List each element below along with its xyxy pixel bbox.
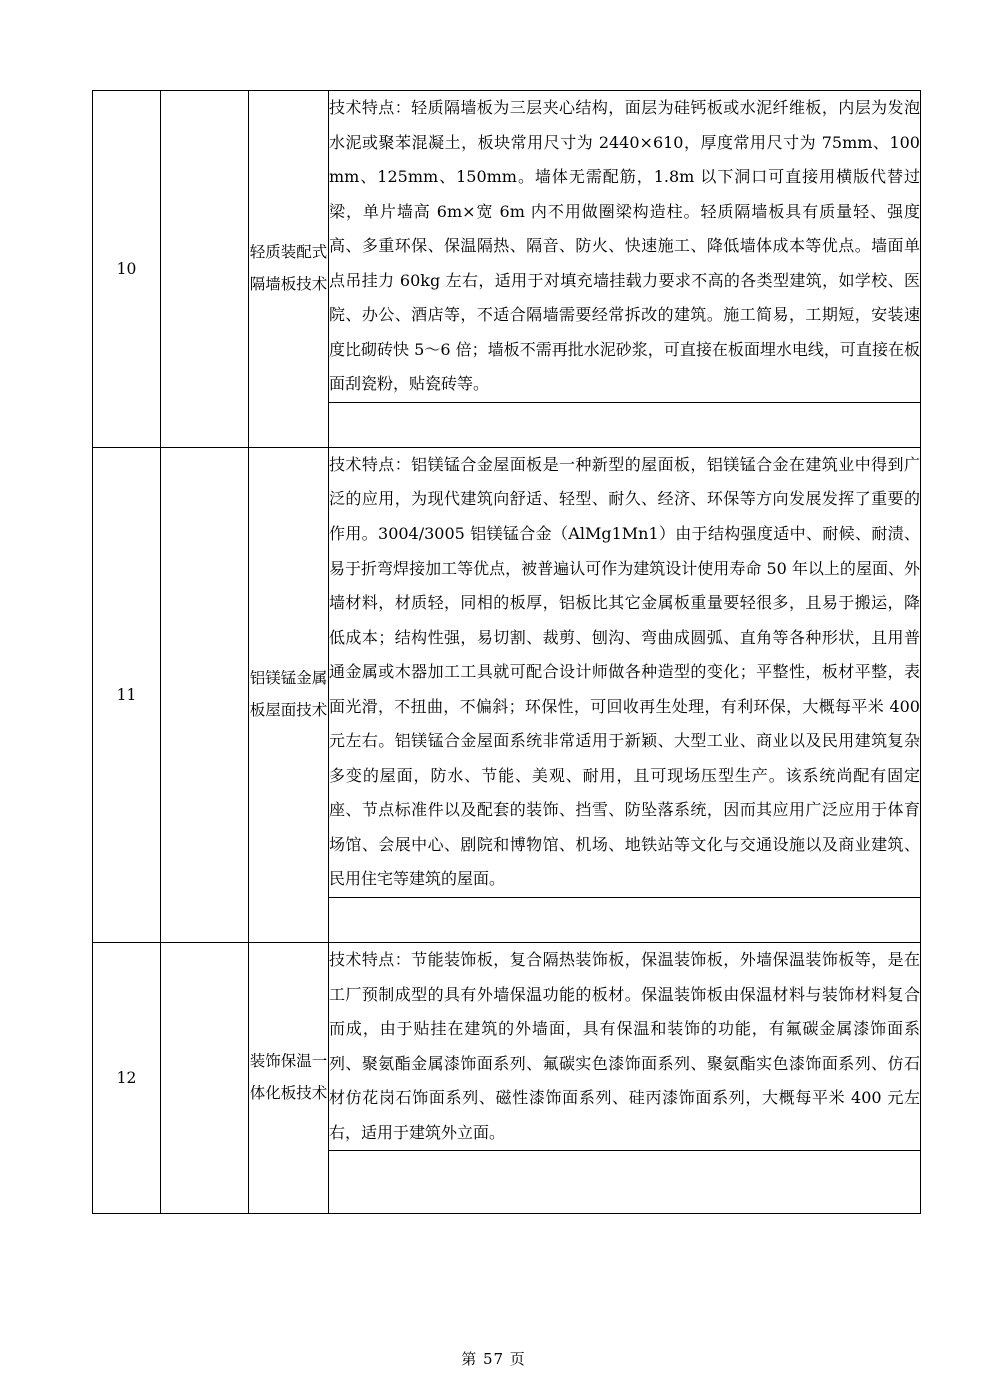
table-row	[93, 943, 921, 1151]
row-number-cell: 11	[93, 447, 161, 942]
row-blank-cell	[161, 447, 249, 942]
row-blank-cell	[161, 943, 249, 1214]
technology-name-cell: 铝镁锰金属板屋面技术	[249, 447, 329, 942]
table-row	[93, 91, 921, 403]
row-blank-cell	[161, 91, 249, 448]
technology-description-extra-cell	[329, 402, 921, 447]
technology-description-cell: 技术特点：铝镁锰合金屋面板是一种新型的屋面板，铝镁锰合金在建筑业中得到广泛的应用，为现代建筑向舒适、轻型、耐久、经济、环保等方向发展发挥了重要的作用。3004/3005 铝镁锰合金（AlMg1Mn1）由于结构强度适中、耐候、耐渍、易于折弯焊接加工等优点，被普遍认可作为建筑设计使用寿命 50 年以上的屋面、外墙材料，材质轻，同相的板厚，铝板比其它金属板重量要轻很多，且易于搬运，降低成本；结构性强，易切割、裁剪、刨沟、弯曲成圆弧、直角等各种形状，且用普通金属或木器加工工具就可配合设计师做各种造型的变化；平整性，板材平整，表面光滑，不扭曲，不偏斜；环保性，可回收再生处理，有利环保，大概每平米 400 元左右。铝镁锰合金屋面系统非常适用于新颖、大型工业、商业以及民用建筑复杂多变的屋面，防水、节能、美观、耐用，且可现场压型生产。该系统尚配有固定座、节点标准件以及配套的装饰、挡雪、防坠落系统，因而其应用广泛应用于体育场馆、会展中心、剧院和博物馆、机场、地铁站等文化与交通设施以及商业建筑、民用住宅等建筑的屋面。	[329, 447, 921, 897]
table-row	[93, 447, 921, 897]
technology-description-extra-cell	[329, 898, 921, 943]
technology-table	[92, 90, 921, 1214]
technology-description-extra-cell	[329, 1151, 921, 1214]
row-number-cell: 10	[93, 91, 161, 448]
page-footer: 第 57 页	[461, 1350, 526, 1368]
technology-description-cell: 技术特点：节能装饰板，复合隔热装饰板，保温装饰板，外墙保温装饰板等，是在工厂预制成型的具有外墙保温功能的板材。保温装饰板由保温材料与装饰材料复合而成，由于贴挂在建筑的外墙面，具有保温和装饰的功能，有氟碳金属漆饰面系列、聚氨酯金属漆饰面系列、氟碳实色漆饰面系列、聚氨酯实色漆饰面系列、仿石材仿花岗石饰面系列、磁性漆饰面系列、硅丙漆饰面系列，大概每平米 400 元左右，适用于建筑外立面。	[329, 943, 921, 1151]
technology-description-cell: 技术特点：轻质隔墙板为三层夹心结构，面层为硅钙板或水泥纤维板，内层为发泡水泥或聚苯混凝土，板块常用尺寸为 2440×610，厚度常用尺寸为 75mm、100mm、125mm、150mm。墙体无需配筋，1.8m 以下洞口可直接用横版代替过梁，单片墙高 6m×宽 6m 内不用做圈梁构造柱。轻质隔墙板具有质量轻、强度高、多重环保、保温隔热、隔音、防火、快速施工、降低墙体成本等优点。墙面单点吊挂力 60kg 左右，适用于对填充墙挂载力要求不高的各类型建筑，如学校、医院、办公、酒店等，不适合隔墙需要经常拆改的建筑。施工简易，工期短，安装速度比砌砖快 5～6 倍；墙板不需再批水泥砂浆，可直接在板面埋水电线，可直接在板面刮瓷粉，贴瓷砖等。	[329, 91, 921, 403]
technology-name-cell: 轻质装配式隔墙板技术	[249, 91, 329, 448]
row-number-cell: 12	[93, 943, 161, 1214]
technology-name-cell: 装饰保温一体化板技术	[249, 943, 329, 1214]
